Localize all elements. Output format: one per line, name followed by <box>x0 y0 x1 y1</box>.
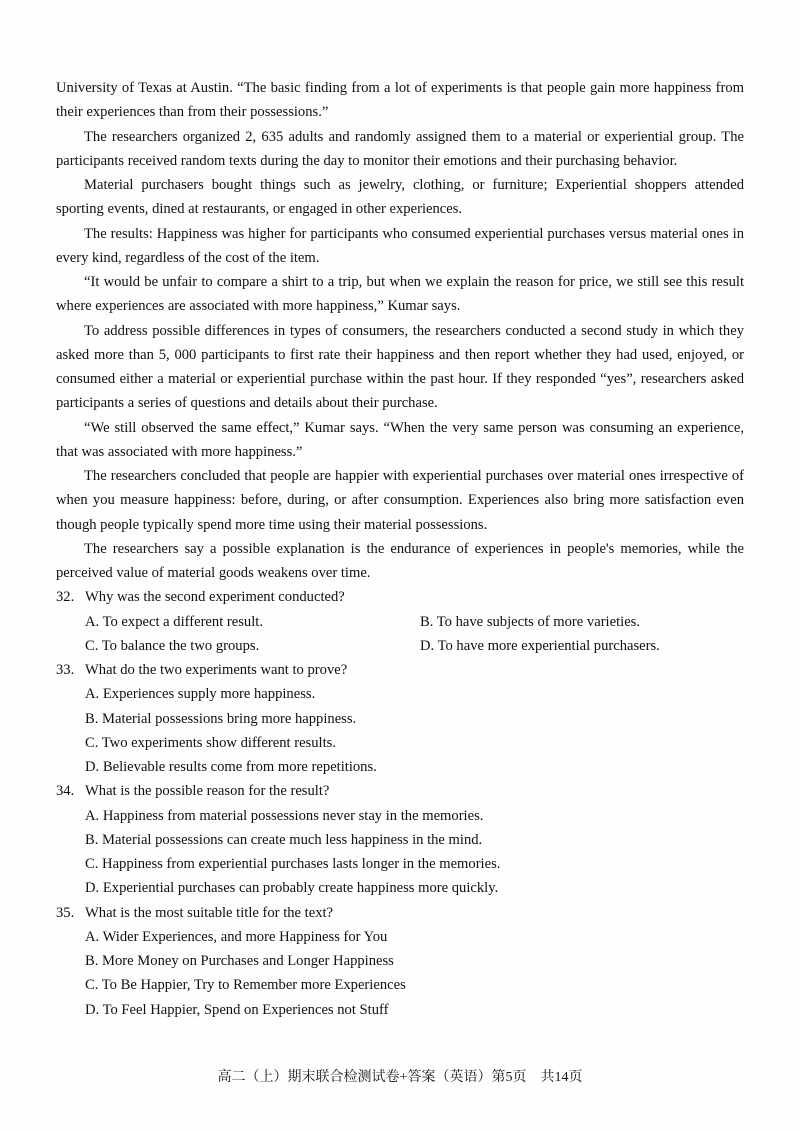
question-number: 35. <box>56 904 75 921</box>
question-32 <box>56 585 744 658</box>
option-text: Two experiments show different results. <box>98 734 336 751</box>
option-label: D. <box>85 1001 100 1018</box>
passage-paragraph: “It would be unfair to compare a shirt to a trip, but when we explain the reason for price, we still see this result where experiences are associated with more happiness,” Kumar says. <box>56 274 744 315</box>
option-c <box>85 852 744 876</box>
option-label: C. <box>85 734 99 751</box>
option-label: A. <box>85 807 100 824</box>
option-b <box>85 828 744 852</box>
option-text: To Feel Happier, Spend on Experiences not Stuff <box>99 1001 389 1018</box>
option-label: B. <box>420 613 434 630</box>
option-label: B. <box>85 953 99 969</box>
question-number: 32. <box>56 589 75 606</box>
option-text: More Money on Purchases and Longer Happiness <box>98 953 394 969</box>
question-head <box>56 779 744 803</box>
passage <box>56 76 744 585</box>
question-text: What is the most suitable title for the text? <box>85 904 334 921</box>
option-a <box>85 804 744 828</box>
option-text: Wider Experiences, and more Happiness for You <box>99 928 388 945</box>
passage-paragraph: The researchers say a possible explanation is the endurance of experiences in people's memories, while the perceived value of material goods weakens over time. <box>56 540 744 581</box>
question-head <box>56 658 744 682</box>
question-34 <box>56 779 744 900</box>
question-options <box>85 610 744 659</box>
option-text: Happiness from experiential purchases lasts longer in the memories. <box>98 856 501 872</box>
question-head <box>56 901 744 925</box>
footer-text: 高二（上）期末联合检测试卷+答案（英语）第5页 共14页 <box>217 1070 583 1085</box>
option-c <box>85 973 744 997</box>
option-text: To balance the two groups. <box>98 637 260 654</box>
option-label: D. <box>85 759 100 775</box>
option-text: To expect a different result. <box>99 613 263 630</box>
option-c <box>85 634 420 658</box>
passage-paragraph: The researchers concluded that people are happier with experiential purchases over material ones irrespective of when you measure happiness: before, during, or after consumption. Experiences also bring more satisfaction even though people typically spend more time using their material possessions. <box>56 468 744 533</box>
option-b <box>85 949 744 973</box>
option-label: A. <box>85 686 100 703</box>
option-text: Happiness from material possessions never stay in the memories. <box>99 807 484 824</box>
question-list <box>56 585 744 1022</box>
option-text: Material possessions bring more happiness. <box>98 710 357 727</box>
option-label: C. <box>85 977 99 994</box>
passage-paragraph: The researchers organized 2, 635 adults and randomly assigned them to a material or experiential group. The participants received random texts during the day to monitor their emotions and their purchasing behavior. <box>56 128 744 169</box>
option-text: To have more experiential purchasers. <box>434 637 660 654</box>
option-label: B. <box>85 710 99 727</box>
passage-paragraph: The results: Happiness was higher for participants who consumed experiential purchases versus material ones in every kind, regardless of the cost of the item. <box>56 225 744 266</box>
option-label: A. <box>85 613 100 630</box>
passage-paragraph: Material purchasers bought things such as jewelry, clothing, or furniture; Experiential shoppers attended sporting events, dined at restaurants, or engaged in other experiences. <box>56 177 744 218</box>
question-33 <box>56 658 744 779</box>
option-d <box>420 634 744 658</box>
option-a <box>85 682 744 706</box>
question-head <box>56 585 744 609</box>
question-number: 34. <box>56 783 75 800</box>
question-options <box>85 682 744 779</box>
option-text: To Be Happier, Try to Remember more Experiences <box>98 977 406 994</box>
option-text: Material possessions can create much less happiness in the mind. <box>98 831 483 848</box>
question-text: What is the possible reason for the result? <box>85 783 330 800</box>
option-c <box>85 731 744 755</box>
option-d <box>85 755 744 779</box>
option-label: D. <box>85 880 100 897</box>
option-b <box>420 610 744 634</box>
question-options <box>85 804 744 901</box>
page-footer <box>0 1066 800 1090</box>
passage-paragraph: To address possible differences in types of consumers, the researchers conducted a second study in which they asked more than 5, 000 participants to first rate their happiness and then report whether they had used, enjoyed, or consumed either a material or experiential purchase within the past hour. If they responded “yes”, researchers asked participants a series of questions and details about their purchase. <box>56 322 744 412</box>
option-text: Experiential purchases can probably create happiness more quickly. <box>99 880 499 897</box>
option-text: Experiences supply more happiness. <box>99 686 316 703</box>
option-label: B. <box>85 831 99 848</box>
option-label: D. <box>420 637 435 654</box>
option-a <box>85 925 744 949</box>
option-b <box>85 707 744 731</box>
question-text: What do the two experiments want to prove? <box>85 662 348 678</box>
option-label: C. <box>85 856 99 872</box>
question-35 <box>56 901 744 1022</box>
option-d <box>85 876 744 900</box>
question-options <box>85 925 744 1022</box>
question-number: 33. <box>56 662 75 678</box>
reading-comprehension-section <box>56 76 744 1022</box>
passage-paragraph: “We still observed the same effect,” Kumar says. “When the very same person was consuming an experience, that was associated with more happiness.” <box>56 419 744 460</box>
option-label: C. <box>85 637 99 654</box>
option-a <box>85 610 420 634</box>
question-text: Why was the second experiment conducted? <box>85 589 345 606</box>
option-text: Believable results come from more repetitions. <box>99 759 377 775</box>
passage-paragraph: University of Texas at Austin. “The basic finding from a lot of experiments is that people gain more happiness from their experiences than from their possessions.” <box>56 80 744 121</box>
option-text: To have subjects of more varieties. <box>433 613 640 630</box>
option-d <box>85 998 744 1022</box>
option-label: A. <box>85 928 100 945</box>
